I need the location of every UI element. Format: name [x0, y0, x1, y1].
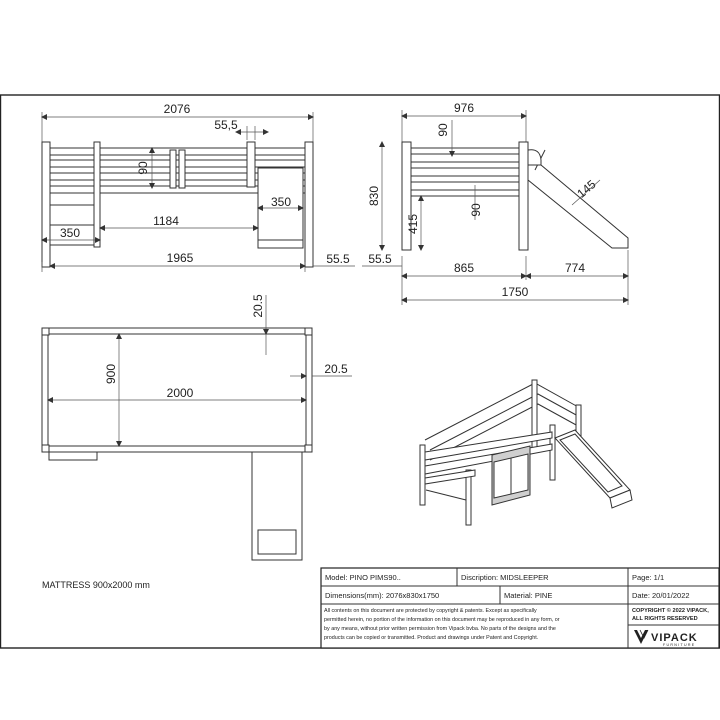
slide-side	[528, 165, 628, 248]
dim-total-depth: 1750	[501, 285, 529, 299]
legal-line-4: products can be copied or transmitted. Product and drawings under Patent and Copyright.	[324, 635, 539, 641]
dim-side-width: 976	[453, 101, 475, 115]
model-label: Model: PINO PIMS90..	[325, 573, 401, 582]
dim-rail-thickness-top: 20.5	[251, 294, 265, 318]
right-post	[305, 142, 313, 267]
top-rail	[50, 148, 305, 155]
logo-text: VIPACK	[651, 632, 698, 644]
dim-under-height: 415	[406, 213, 420, 235]
top-view	[42, 294, 352, 560]
dim-post-offset: 55,5	[214, 118, 238, 132]
dim-inner-length: 1965	[166, 251, 194, 265]
dim-rail-height: 90	[136, 161, 150, 175]
left-post	[42, 142, 50, 267]
dim-mattress-width: 900	[104, 363, 118, 385]
dim-total-height: 830	[367, 185, 381, 207]
dim-slide-projection: 774	[564, 261, 586, 275]
dim-mattress-length: 2000	[166, 386, 194, 400]
description-label: Discription: MIDSLEEPER	[461, 573, 549, 582]
dim-slide-angle: 145	[574, 177, 599, 201]
page-label: Page: 1/1	[632, 573, 665, 582]
date-label: Date: 20/01/2022	[632, 591, 690, 600]
side-view	[362, 101, 628, 305]
dim-rail-height-top: 90	[436, 123, 450, 137]
title-block	[321, 568, 719, 648]
logo-sub-text: FURNITURE	[663, 643, 696, 647]
dim-end-offset: 55.5	[326, 252, 350, 266]
front-view	[42, 102, 355, 272]
isometric-view	[420, 380, 632, 525]
dimensions-label: Dimensions(mm): 2076x830x1750	[325, 591, 440, 600]
copyright-line-2: ALL RIGHTS RESERVED	[632, 616, 698, 622]
legal-line-1: All contents on this document are protected by copyright & patents. Except as specifically	[324, 608, 537, 614]
dim-left-offset: 55.5	[368, 252, 392, 266]
dim-ladder-width: 350	[59, 226, 81, 240]
dim-ladder-to-slide: 1184	[153, 214, 179, 228]
dim-rail-height-mid: 90	[469, 203, 483, 217]
dim-rail-thickness-side: 20.5	[324, 362, 348, 376]
mattress-note: MATTRESS 900x2000 mm	[42, 580, 150, 590]
dim-bed-depth: 865	[453, 261, 475, 275]
dim-total-length: 2076	[163, 102, 191, 116]
legal-line-3: by any means, without prior written permission from Vipack bvba. No parts of the designs and the	[324, 626, 556, 632]
copyright-line-1: COPYRIGHT © 2022 VIPACK,	[632, 608, 709, 614]
material-label: Material: PINE	[504, 591, 553, 600]
legal-line-2: permitted herein, no portion of the information on this document may be reproduced in any form, or	[324, 617, 560, 623]
dim-slide-width: 350	[270, 195, 292, 209]
